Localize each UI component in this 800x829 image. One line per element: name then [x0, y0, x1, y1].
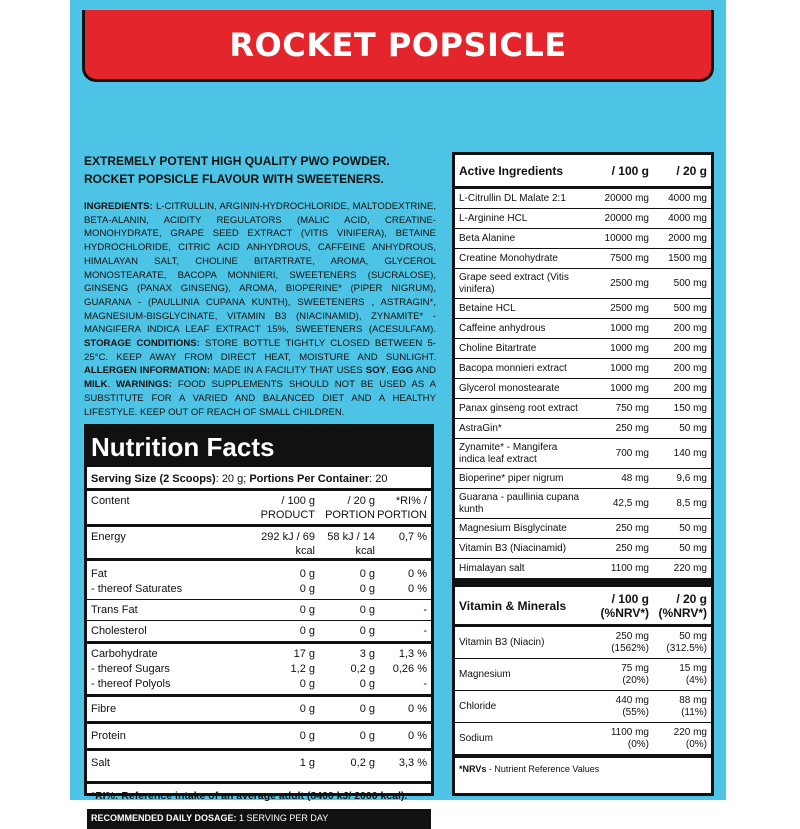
row-value-portion: 0 g	[359, 604, 375, 616]
nutrient-per-100g	[585, 663, 649, 687]
active-ingredient-row	[455, 439, 711, 469]
ingredients-text: L-CITRULLIN, ARGININ-HYDROCHLORIDE, MALTODEXTRINE, BETA-ALANIN, ACIDITY REGULATORS (MALIC ACID, CREATINE-MONOHYDRATE, GRAPE SEED EXTRACT (VITIS VINIFERA), BETAINE HYDROCHLORIDE, CITRIC ACID ANHYDROUS, CAFFEINE ANHYDROUS, HIMALAYAN SALT, CHOLINE BITARTRATE, AROMA, GLYCEROL MONOSTEARATE, BACOPA MONNIERI, SWEETENERS (SUCRALOSE), GINSENG (PANAX GINSENG), AROMA, BIOPERINE* (PIPER NIGRUM), GUARANA - (PAULLINIA CUPANA KUNTH), SWEETENERS , ASTRAGIN*, MAGNESIUM-BISGLYCINATE, VITAMIN B3 (NIACINAMID), ZYNAMITE* - MANGIFERA INDICA LEAF EXTRACT 15%, SWEETENERS (ACESULFAM).	[84, 201, 436, 336]
row-value-ri: 0 %	[408, 730, 427, 742]
row-label: - thereof Sugars	[91, 663, 170, 675]
ingredient-per-100g: 48 mg	[621, 472, 649, 484]
active-ingredient-row	[455, 269, 711, 299]
ingredient-per-100g: 2500 mg	[610, 302, 649, 314]
row-value-portion: 0 g	[359, 583, 375, 595]
active-ingredient-row	[455, 419, 711, 439]
row-value-portion: 0 g	[359, 568, 375, 580]
nutrient-per-20g	[649, 663, 707, 687]
row-value-ri: 3,3 %	[398, 757, 427, 769]
active-ingredient-row	[455, 319, 711, 339]
header-per-portion: / 20 g PORTION	[325, 495, 375, 521]
ingredient-per-100g: 1000 mg	[610, 362, 649, 374]
row-value-portion: 58 kJ / 14 kcal	[327, 531, 375, 557]
ingredient-per-20g: 150 mg	[673, 402, 707, 414]
active-ingredient-row	[455, 379, 711, 399]
nutrition-row-trans-fat	[87, 600, 431, 621]
row-value-ri: 0 %	[408, 568, 427, 580]
ingredient-per-20g: 500 mg	[673, 277, 707, 289]
header-vitamins-minerals: Vitamin & Minerals	[459, 598, 567, 613]
ingredient-per-100g: 1100 mg	[610, 562, 649, 574]
header-per-100g-nrv: / 100 g (%NRV*)	[600, 591, 649, 620]
active-ingredient-row	[455, 299, 711, 319]
ri-footnote: *RI%: Reference intake of an average adult (8400 kJ/ 2000 kcal).	[87, 781, 431, 809]
portions-value: : 20	[369, 473, 388, 485]
nrv-footnote-label: *NRVs	[459, 764, 487, 774]
nutrient-amount: 1100 mg	[610, 726, 649, 738]
row-label: Fibre	[91, 703, 117, 715]
ingredient-per-100g: 700 mg	[615, 447, 649, 459]
ingredient-name: Grape seed extract (Vitis vinifera)	[459, 271, 569, 295]
row-label: Protein	[91, 730, 126, 742]
ingredient-per-100g: 250 mg	[615, 522, 649, 534]
row-value-portion: 0 g	[359, 730, 375, 742]
nutrient-per-20g	[649, 727, 707, 751]
ingredient-per-20g: 220 mg	[673, 562, 707, 574]
ingredient-name: Panax ginseng root extract	[459, 402, 578, 414]
nutrient-name: Chloride	[459, 700, 497, 712]
serving-info	[87, 467, 431, 491]
nutrient-name: Vitamin B3 (Niacin)	[459, 636, 545, 648]
nutrient-nrv: (0%)	[685, 738, 707, 750]
row-value-100g: 0 g	[299, 583, 315, 595]
nutrient-amount: 440 mg	[615, 694, 649, 706]
row-label: Salt	[91, 757, 110, 769]
ingredient-per-20g: 2000 mg	[668, 232, 707, 244]
dosage-value: 1 SERVING PER DAY	[236, 813, 329, 823]
nutrition-row-energy	[87, 527, 431, 561]
serving-value: : 20 g;	[215, 473, 250, 485]
portions-label: Portions Per Container	[249, 473, 370, 485]
ingredient-per-100g: 20000 mg	[604, 192, 649, 204]
ingredient-name: Bacopa monnieri extract	[459, 362, 567, 374]
ingredient-name: Choline Bitartrate	[459, 342, 537, 354]
active-ingredients-table	[452, 152, 714, 796]
allergen-and: AND	[413, 365, 436, 377]
row-value-ri: -	[423, 604, 427, 616]
row-value-ri: 0,7 %	[398, 531, 427, 543]
ingredient-name: Creatine Monohydrate	[459, 252, 558, 264]
ingredient-per-20g: 200 mg	[673, 342, 707, 354]
nutrient-amount: 88 mg	[679, 694, 707, 706]
ingredient-per-100g: 7500 mg	[610, 252, 649, 264]
ingredients-label: INGREDIENTS:	[84, 201, 153, 212]
ingredient-name: Glycerol monostearate	[459, 382, 560, 394]
intro-text	[84, 152, 436, 188]
active-ingredient-row	[455, 519, 711, 539]
active-ingredient-row	[455, 559, 711, 579]
ingredient-per-20g: 8,5 mg	[676, 497, 707, 509]
row-label: Cholesterol	[91, 625, 147, 637]
nutrition-header-row	[87, 491, 431, 527]
ingredient-name: L-Citrullin DL Malate 2:1	[459, 192, 566, 204]
nutrient-nrv: (312.5%)	[666, 642, 707, 654]
header-active-ingredients: Active Ingredients	[459, 163, 564, 178]
allergen-dot: .	[107, 379, 117, 391]
ingredient-per-20g: 200 mg	[673, 362, 707, 374]
active-ingredient-row	[455, 399, 711, 419]
product-title: ROCKET POPSICLE	[229, 25, 567, 64]
ingredient-name: Guarana - paullinia cupana kunth	[459, 491, 580, 515]
active-ingredient-row	[455, 189, 711, 209]
row-value-ri: 1,3 %	[398, 648, 427, 660]
nutrient-amount: 220 mg	[673, 726, 707, 738]
nutrient-amount: 250 mg	[615, 630, 649, 642]
ingredient-per-20g: 500 mg	[673, 302, 707, 314]
nutrition-row-carbohydrate	[87, 644, 431, 661]
ingredient-name: Vitamin B3 (Niacinamid)	[459, 542, 567, 554]
ingredients-paragraph	[84, 200, 436, 419]
row-value-portion: 0 g	[359, 678, 375, 690]
row-value-ri: 0 %	[408, 583, 427, 595]
ingredient-per-20g: 50 mg	[679, 542, 707, 554]
header-per-20g-nrv: / 20 g (%NRV*)	[658, 591, 707, 620]
row-value-100g: 17 g	[293, 648, 315, 660]
vitamin-mineral-row	[455, 659, 711, 691]
ingredient-name: AstraGin*	[459, 422, 502, 434]
active-ingredient-row	[455, 489, 711, 519]
nutrition-row-saturates	[87, 581, 431, 600]
row-label: - thereof Polyols	[91, 678, 171, 690]
row-value-100g: 0 g	[299, 568, 315, 580]
allergen-text: MADE IN A FACILITY THAT USES	[210, 365, 366, 377]
row-value-100g: 1,2 g	[290, 663, 315, 675]
ingredient-name: Bioperine* piper nigrum	[459, 472, 564, 484]
dosage-label: RECOMMENDED DAILY DOSAGE:	[91, 813, 237, 823]
ingredient-per-20g: 200 mg	[673, 322, 707, 334]
ingredient-per-100g: 250 mg	[615, 422, 649, 434]
storage-text: STORE BOTTLE TIGHTLY CLOSED BETWEEN 5-25°C. KEEP AWAY FROM DIRECT HEAT, MOISTURE AND SUNLIGHT.	[84, 338, 437, 363]
product-title-banner	[82, 10, 714, 82]
ingredient-name: Caffeine anhydrous	[459, 322, 546, 334]
active-ingredients-header	[455, 155, 711, 189]
warnings-text: FOOD SUPPLEMENTS SHOULD NOT BE USED AS A SUBSTITUTE FOR A VARIED AND BALANCED DIET AND A HEALTHY LIFESTYLE. KEEP OUT OF REACH OF SMALL CHILDREN.	[84, 379, 436, 418]
vitamins-minerals-header	[455, 579, 711, 627]
row-value-portion: 0 g	[359, 703, 375, 715]
warnings-label: WARNINGS:	[116, 379, 172, 391]
row-value-ri: -	[423, 678, 427, 690]
nrv-footnote	[455, 755, 711, 780]
nrv-footnote-text: - Nutrient Reference Values	[486, 764, 600, 774]
row-value-ri: 0,26 %	[392, 663, 427, 675]
ingredient-per-100g: 1000 mg	[610, 322, 649, 334]
active-ingredient-row	[455, 339, 711, 359]
ingredient-per-100g: 20000 mg	[604, 212, 649, 224]
nutrition-row-cholesterol	[87, 621, 431, 644]
vitamin-mineral-row	[455, 691, 711, 723]
ingredient-per-20g: 140 mg	[673, 447, 707, 459]
ingredient-name: Magnesium Bisglycinate	[459, 522, 567, 534]
header-content: Content	[91, 495, 130, 507]
intro-line-2: ROCKET POPSICLE FLAVOUR WITH SWEETENERS.	[84, 172, 384, 186]
ingredient-per-100g: 1000 mg	[610, 342, 649, 354]
vitamin-mineral-row	[455, 723, 711, 755]
header-ri: *RI% / PORTION	[377, 495, 427, 521]
nutrient-amount: 15 mg	[679, 662, 707, 674]
nutrient-per-100g	[585, 727, 649, 751]
row-value-100g: 0 g	[299, 678, 315, 690]
row-value-100g: 1 g	[299, 757, 315, 769]
nutrient-nrv: (4%)	[685, 674, 707, 686]
allergen-soy: SOY	[365, 365, 387, 377]
row-label: Carbohydrate	[91, 648, 158, 660]
nutrition-row-fibre	[87, 697, 431, 724]
row-value-portion: 0,2 g	[350, 663, 375, 675]
ingredient-per-20g: 4000 mg	[668, 192, 707, 204]
allergen-comma: ,	[386, 365, 392, 377]
active-ingredient-row	[455, 209, 711, 229]
row-value-100g: 292 kJ / 69 kcal	[261, 531, 315, 557]
active-ingredient-row	[455, 469, 711, 489]
nutrient-name: Magnesium	[459, 668, 511, 680]
nutrition-facts-title: Nutrition Facts	[87, 427, 431, 467]
nutrition-row-fat	[87, 561, 431, 581]
header-per-20g: / 20 g	[676, 163, 707, 178]
allergen-egg: EGG	[391, 365, 414, 377]
nutrient-per-20g	[649, 631, 707, 655]
row-value-portion: 0,2 g	[350, 757, 375, 769]
header-per-100g: / 100 g PRODUCT	[260, 495, 315, 521]
row-value-ri: 0 %	[408, 703, 427, 715]
nutrient-per-100g	[585, 631, 649, 655]
serving-label: Serving Size (2 Scoops)	[91, 473, 216, 485]
row-value-portion: 0 g	[359, 625, 375, 637]
active-ingredient-row	[455, 249, 711, 269]
nutrient-amount: 50 mg	[679, 630, 707, 642]
header-per-100g: / 100 g	[611, 163, 649, 178]
active-ingredient-rows	[455, 189, 711, 579]
row-value-portion: 3 g	[359, 648, 375, 660]
row-label: Energy	[91, 531, 126, 543]
ingredient-per-100g: 10000 mg	[604, 232, 649, 244]
ingredient-per-100g: 2500 mg	[610, 277, 649, 289]
ingredient-name: Beta Alanine	[459, 232, 516, 244]
row-value-100g: 0 g	[299, 703, 315, 715]
ingredient-name: Betaine HCL	[459, 302, 516, 314]
nutrition-row-sugars	[87, 661, 431, 676]
nutrition-row-salt	[87, 751, 431, 781]
ingredient-per-20g: 200 mg	[673, 382, 707, 394]
nutrient-per-20g	[649, 695, 707, 719]
ingredient-per-100g: 250 mg	[615, 542, 649, 554]
intro-line-1: EXTREMELY POTENT HIGH QUALITY PWO POWDER.	[84, 154, 390, 168]
nutrient-nrv: (1562%)	[611, 642, 649, 654]
nutrition-row-protein	[87, 724, 431, 751]
row-label: - thereof Saturates	[91, 583, 183, 595]
ingredient-per-20g: 9,6 mg	[676, 472, 707, 484]
recommended-dosage	[87, 809, 431, 829]
active-ingredient-row	[455, 229, 711, 249]
nutrition-row-polyols	[87, 676, 431, 697]
ingredient-name: Himalayan salt	[459, 562, 525, 574]
nutrient-nrv: (20%)	[622, 674, 649, 686]
allergen-label: ALLERGEN INFORMATION:	[84, 365, 211, 377]
nutrient-nrv: (0%)	[627, 738, 649, 750]
ingredient-per-20g: 4000 mg	[668, 212, 707, 224]
row-value-ri: -	[423, 625, 427, 637]
ingredient-per-20g: 50 mg	[679, 522, 707, 534]
ingredient-per-20g: 1500 mg	[668, 252, 707, 264]
nutrient-per-100g	[585, 695, 649, 719]
ingredient-per-100g: 750 mg	[615, 402, 649, 414]
vitamin-mineral-rows	[455, 627, 711, 755]
row-value-100g: 0 g	[299, 625, 315, 637]
ingredient-name: L-Arginine HCL	[459, 212, 528, 224]
nutrient-name: Sodium	[459, 732, 493, 744]
ingredient-name: Zynamite* - Mangifera indica leaf extract	[459, 441, 558, 465]
row-label: Trans Fat	[91, 604, 138, 616]
active-ingredient-row	[455, 359, 711, 379]
nutrition-facts-table	[84, 424, 434, 823]
row-label: Fat	[91, 568, 107, 580]
allergen-milk: MILK	[84, 379, 108, 391]
storage-label: STORAGE CONDITIONS:	[84, 338, 200, 350]
vitamin-mineral-row	[455, 627, 711, 659]
active-ingredient-row	[455, 539, 711, 559]
nutrient-amount: 75 mg	[621, 662, 649, 674]
row-value-100g: 0 g	[299, 730, 315, 742]
ingredient-per-20g: 50 mg	[679, 422, 707, 434]
ingredient-per-100g: 42,5 mg	[612, 497, 649, 509]
nutrient-nrv: (11%)	[681, 706, 707, 718]
nutrient-nrv: (55%)	[622, 706, 649, 718]
row-value-100g: 0 g	[299, 604, 315, 616]
ingredient-per-100g: 1000 mg	[610, 382, 649, 394]
